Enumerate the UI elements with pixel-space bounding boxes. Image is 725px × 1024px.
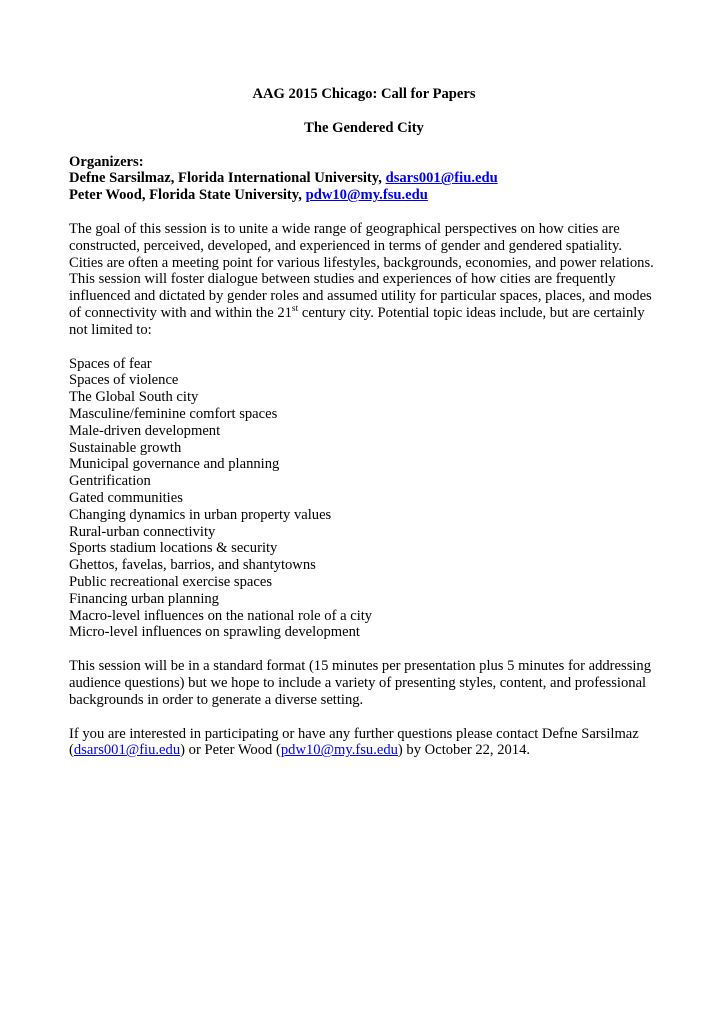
document-title: AAG 2015 Chicago: Call for Papers <box>252 86 476 102</box>
goal-text: The goal of this session is to unite a wide range of geographical perspectives on how cities are constructed, perceived, developed, and experienced in terms of gender and gendered spatiality. Cities are often a meeting point for various lifestyles, backgrounds, economies, and power relations. This session will foster dialogue between studies and experiences of how cities are frequently influenced and dictated by gender roles and assumed utility for particular spaces, places, and modes of connectivity with and within the 21 <box>69 220 654 321</box>
topic-item: Public recreational exercise spaces <box>69 573 272 590</box>
topic-item: Gentrification <box>69 473 151 490</box>
topic-item: Spaces of fear <box>69 355 152 372</box>
organizer-email-link[interactable]: dsars001@fiu.edu <box>385 170 498 187</box>
session-title: The Gendered City <box>304 119 424 136</box>
contact-middle: ) or Peter Wood ( <box>180 742 281 759</box>
document-page <box>69 86 659 759</box>
topic-item: Gated communities <box>69 489 183 506</box>
topic-item: Micro-level influences on sprawling development <box>69 624 360 641</box>
topic-item: Sports stadium locations & security <box>69 540 278 557</box>
contact-email-link[interactable]: dsars001@fiu.edu <box>73 742 181 759</box>
topic-item: Male-driven development <box>69 422 221 439</box>
topic-item: Municipal governance and planning <box>69 456 280 473</box>
contact-email-link[interactable]: pdw10@my.fsu.edu <box>280 742 398 759</box>
goal-text-end: century city. Potential topic ideas include, but are certainly not limited to: <box>69 304 645 338</box>
topic-item: Financing urban planning <box>69 590 219 607</box>
contact-end: ) by October 22, 2014. <box>397 742 531 759</box>
topic-item: Ghettos, favelas, barrios, and shantytowns <box>69 557 316 574</box>
topic-item: Changing dynamics in urban property values <box>69 506 332 523</box>
organizer-line <box>69 187 659 204</box>
goal-paragraph <box>69 221 659 339</box>
topic-list <box>69 356 659 642</box>
contact-paragraph <box>69 726 659 760</box>
ordinal-superscript: st <box>291 304 299 315</box>
organizers-heading: Organizers: <box>69 153 144 170</box>
topic-item: Sustainable growth <box>69 439 182 456</box>
topic-item: Spaces of violence <box>69 372 179 389</box>
organizer-line <box>69 170 659 187</box>
format-paragraph: This session will be in a standard format (15 minutes per presentation plus 5 minutes for addressing audience questions) but we hope to include a variety of presenting styles, content, and professional backgrounds in order to generate a diverse setting. <box>69 658 652 708</box>
organizer-email-link[interactable]: pdw10@my.fsu.edu <box>305 187 428 204</box>
organizer-name: Defne Sarsilmaz, Florida International University, <box>69 170 386 187</box>
topic-item: Masculine/feminine comfort spaces <box>69 405 278 422</box>
topic-item: Macro-level influences on the national role of a city <box>69 607 373 624</box>
topic-item: The Global South city <box>69 389 199 406</box>
contact-intro: If you are interested in participating or have any further questions please contact Defne Sarsilmaz ( <box>69 725 639 759</box>
topic-item: Rural-urban connectivity <box>69 523 216 540</box>
organizer-name: Peter Wood, Florida State University, <box>69 187 306 204</box>
organizers-block <box>69 154 659 204</box>
